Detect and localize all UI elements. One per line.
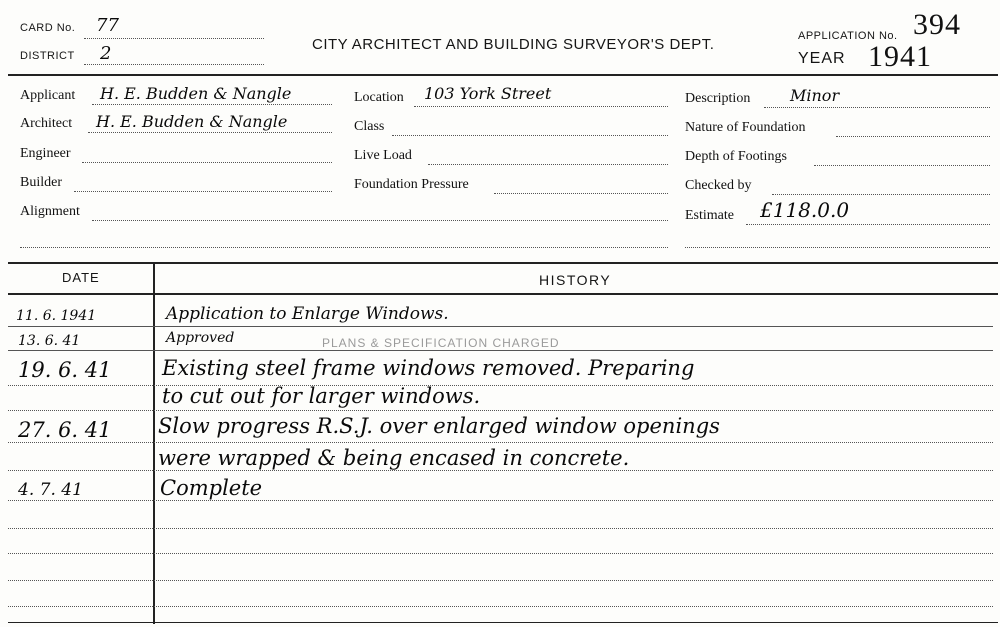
- location-dots: [414, 106, 668, 107]
- checked-label: Checked by: [685, 178, 752, 193]
- alignment-label: Alignment: [20, 204, 80, 219]
- checked-dots: [772, 194, 990, 195]
- history-text: Application to Enlarge Windows.: [166, 304, 449, 324]
- architect-value: H. E. Budden & Nangle: [96, 112, 288, 131]
- district-value: 2: [100, 43, 112, 64]
- history-text: to cut out for larger windows.: [162, 384, 481, 408]
- history-date: 19. 6. 41: [18, 358, 112, 382]
- faint-stamp: PLANS & SPECIFICATION CHARGED: [322, 336, 560, 350]
- live-load-dots: [428, 164, 668, 165]
- history-date: 4. 7. 41: [18, 480, 83, 500]
- rule-line: [8, 500, 993, 501]
- description-value: Minor: [790, 86, 840, 105]
- history-text: Approved: [166, 330, 235, 346]
- rule-line: [8, 410, 993, 411]
- history-text: Complete: [160, 476, 263, 500]
- rule-line: [8, 442, 993, 443]
- district-label: DISTRICT: [20, 50, 75, 62]
- year-label: YEAR: [798, 50, 846, 67]
- dept-title: CITY ARCHITECT AND BUILDING SURVEYOR'S DEPT.: [312, 36, 715, 53]
- card-no-dots: [84, 38, 264, 39]
- engineer-dots: [82, 162, 332, 163]
- applicant-dots: [92, 104, 332, 105]
- description-label: Description: [685, 91, 751, 106]
- date-header: DATE: [62, 270, 100, 285]
- applicant-label: Applicant: [20, 88, 76, 103]
- history-text: Slow progress R.S.J. over enlarged window openings: [158, 414, 720, 438]
- date-column-divider: [153, 262, 155, 624]
- year-value: 1941: [868, 40, 932, 73]
- rule-line: [8, 350, 993, 351]
- builder-dots: [74, 191, 332, 192]
- estimate-value: £118.0.0: [760, 198, 850, 222]
- rule-line: [8, 470, 993, 471]
- blank-dots-right: [685, 247, 990, 248]
- rule-line: [8, 580, 993, 581]
- district-dots: [84, 64, 264, 65]
- rule-line: [8, 385, 993, 386]
- location-label: Location: [354, 90, 404, 105]
- alignment-dots: [92, 220, 668, 221]
- history-header: HISTORY: [539, 272, 612, 288]
- rule-line: [8, 528, 993, 529]
- application-no-value: 394: [913, 8, 961, 41]
- rule-line: [8, 606, 993, 607]
- header-rule: [8, 74, 998, 76]
- nature-dots: [836, 136, 990, 137]
- applicant-value: H. E. Budden & Nangle: [100, 84, 292, 103]
- header-row-rule: [8, 293, 998, 295]
- rule-line: [8, 553, 993, 554]
- estimate-label: Estimate: [685, 208, 734, 223]
- table-top-rule: [8, 262, 998, 264]
- builder-label: Builder: [20, 175, 62, 190]
- estimate-dots: [746, 224, 990, 225]
- architect-label: Architect: [20, 116, 73, 131]
- rule-line: [8, 326, 993, 327]
- foundation-pressure-dots: [494, 193, 668, 194]
- nature-label: Nature of Foundation: [685, 120, 806, 135]
- depth-label: Depth of Footings: [685, 149, 787, 164]
- history-text: Existing steel frame windows removed. Preparing: [162, 356, 695, 380]
- location-value: 103 York Street: [424, 84, 552, 103]
- application-no-label: APPLICATION No.: [798, 30, 898, 42]
- live-load-label: Live Load: [354, 148, 412, 163]
- history-date: 27. 6. 41: [18, 418, 112, 442]
- card-no-value: 77: [96, 15, 119, 36]
- depth-dots: [814, 165, 990, 166]
- architect-dots: [88, 132, 332, 133]
- foundation-pressure-label: Foundation Pressure: [354, 177, 469, 192]
- history-date: 13. 6. 41: [18, 333, 81, 349]
- history-date: 11. 6. 1941: [16, 308, 97, 324]
- class-label: Class: [354, 119, 385, 134]
- card-no-label: CARD No.: [20, 22, 76, 34]
- blank-dots-left: [20, 247, 668, 248]
- history-text: were wrapped & being encased in concrete.: [158, 446, 630, 470]
- class-dots: [392, 135, 668, 136]
- engineer-label: Engineer: [20, 146, 71, 161]
- bottom-rule: [8, 622, 998, 623]
- description-dots: [764, 107, 990, 108]
